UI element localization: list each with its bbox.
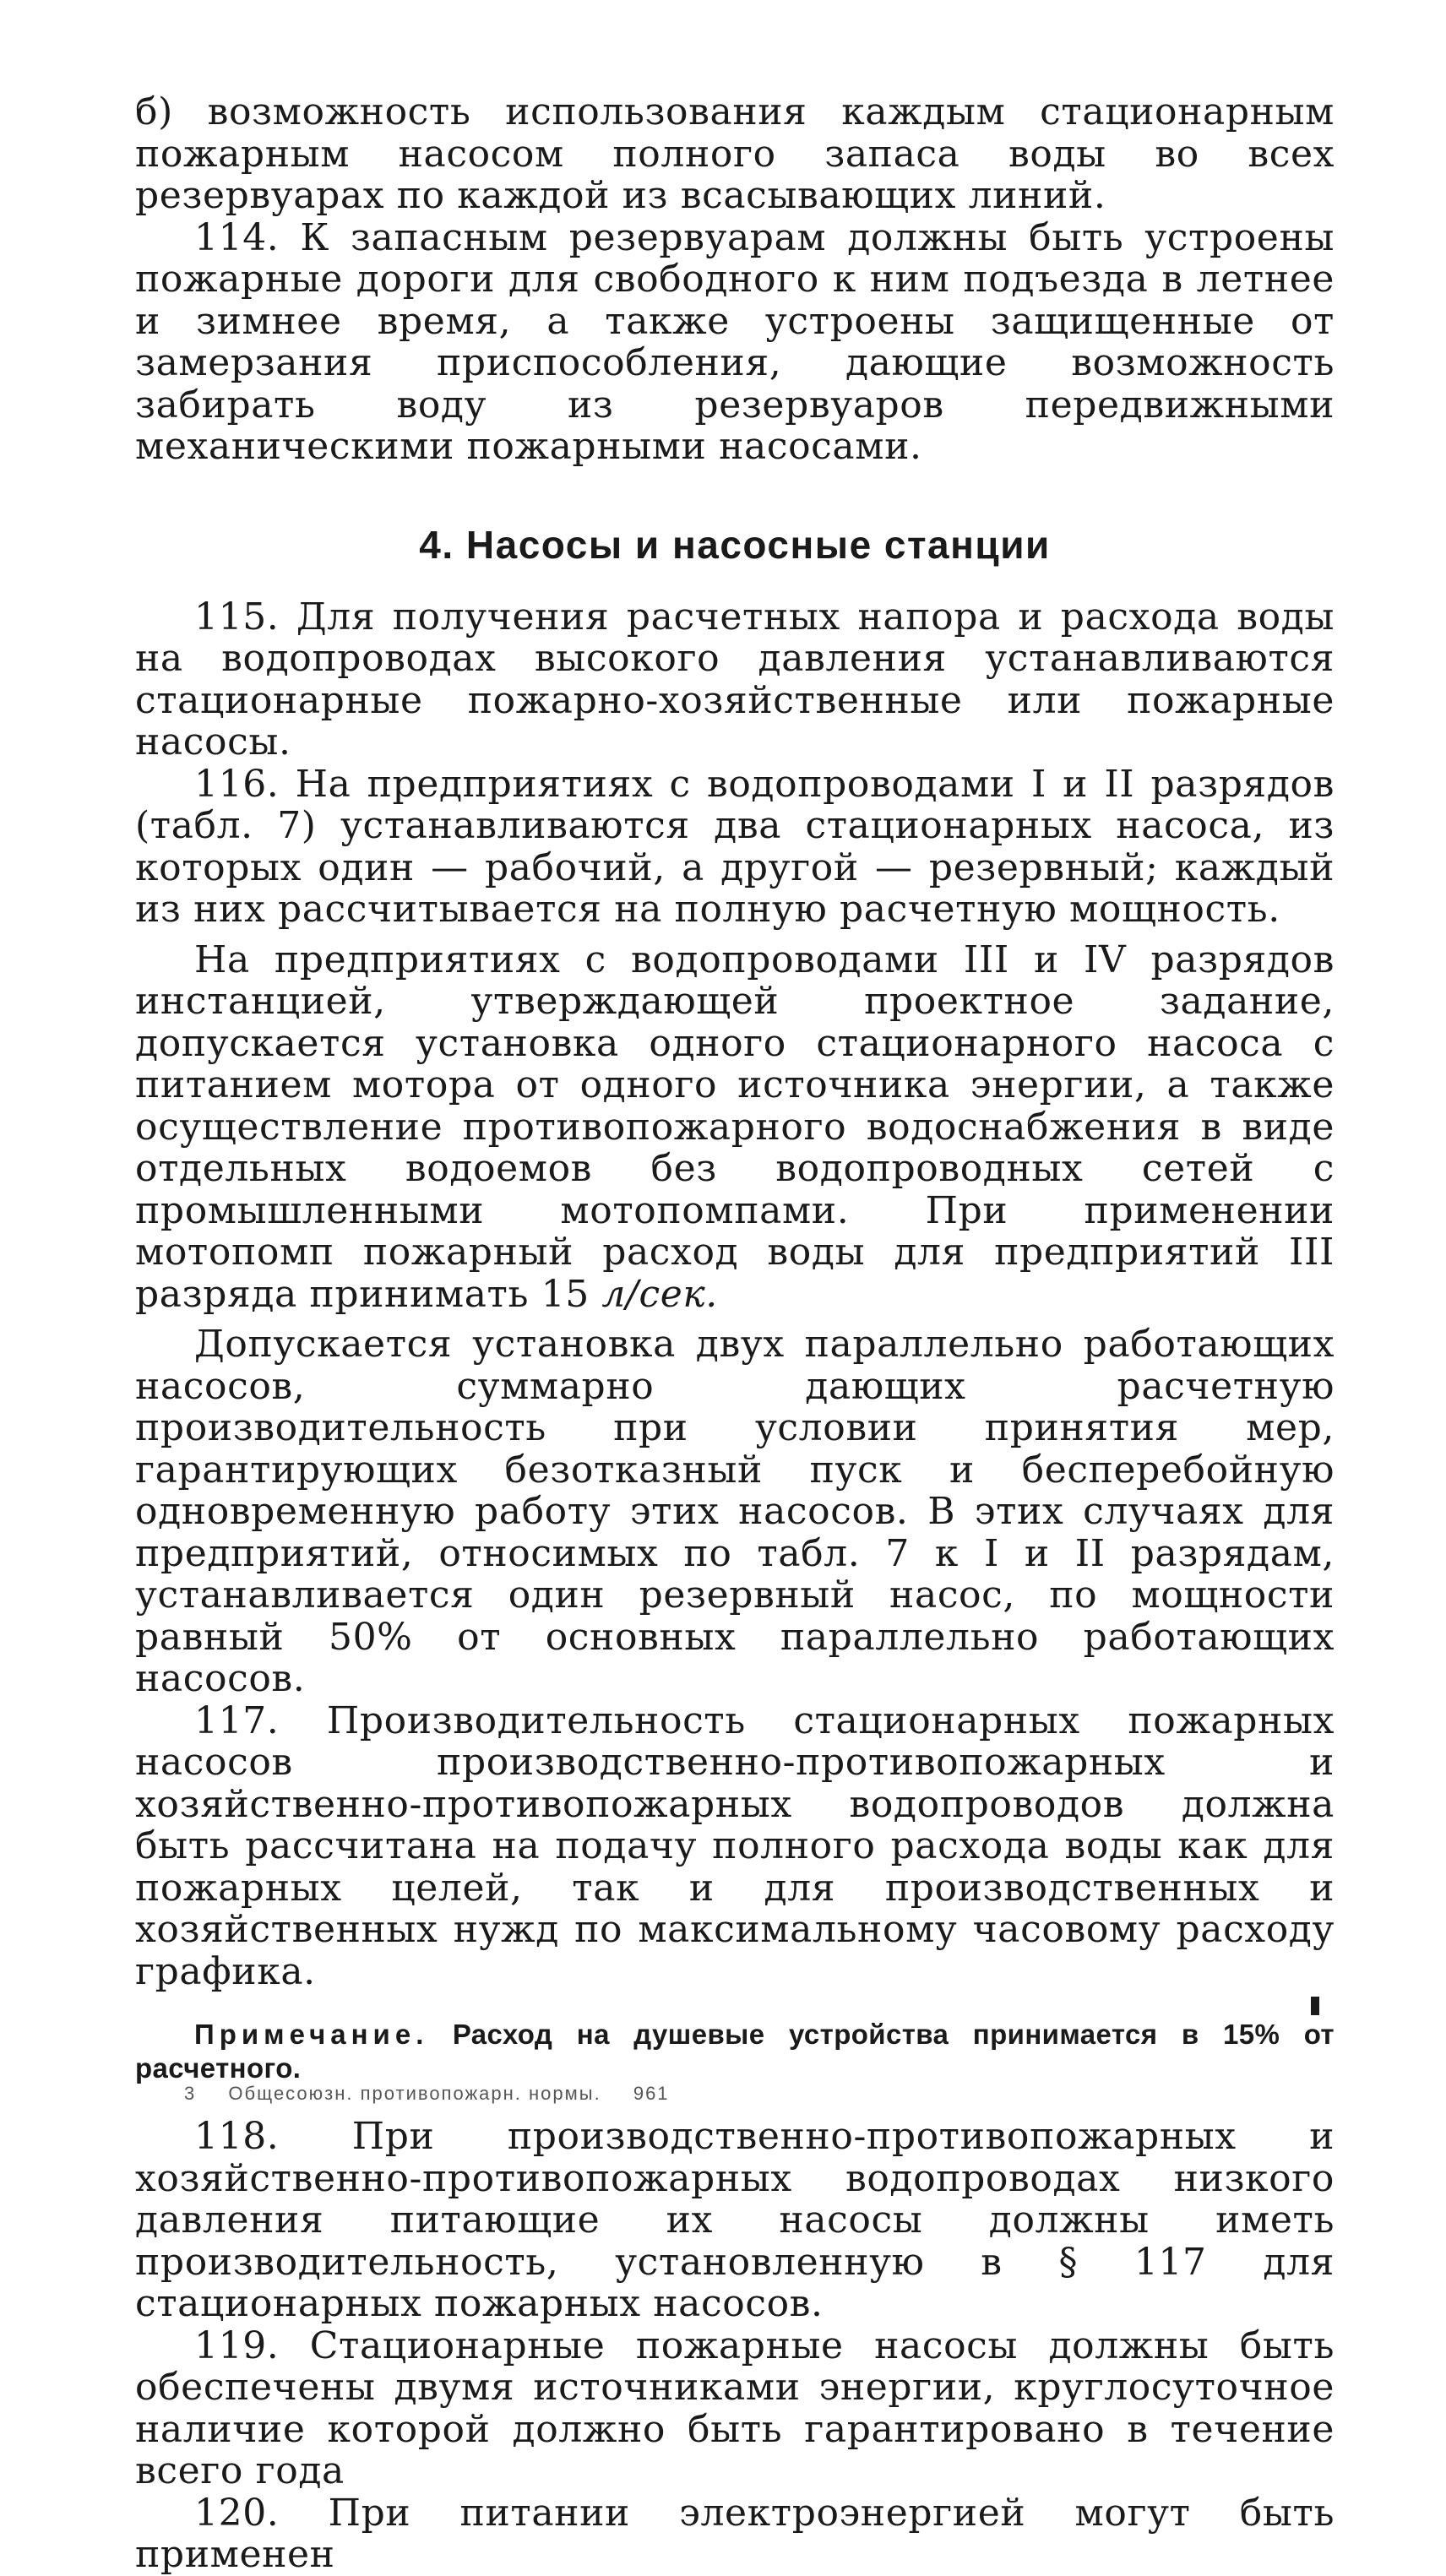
note-text: Расход на душевые устройства принимается в 15% от расчетного.	[135, 2019, 1335, 2084]
note-label: Примечание.	[194, 2019, 429, 2050]
footer-code: 961	[633, 2083, 670, 2104]
footer-title: Общесоюзн. противопожарн. нормы.	[228, 2083, 601, 2104]
paragraph-117: 117. Производительность стационарных пожарных насосов производственно-противопожарных и хозяйственно-противопожарных водопроводов должна быть рассчитана на подачу полного расхода воды как для пожарных целей, так и для производственных и хозяйственных нужд по максимальному часовому расходу графика.	[135, 1698, 1335, 1993]
print-mark	[1311, 1997, 1319, 2015]
footer-signature: 3	[184, 2083, 197, 2104]
paragraph-120: 120. При питании электроэнергией могут быть применен	[135, 2491, 1335, 2576]
document-page	[135, 91, 1335, 2576]
paragraph-119: 119. Стационарные пожарные насосы должны быть обеспечены двумя источниками энергии, круглосуточное наличие которой должно быть гарантировано в течение всего года	[135, 2323, 1335, 2492]
paragraph-114: 114. К запасным резервуарам должны быть устроены пожарные дороги для свободного к ним подъезда в летнее и зимнее время, а также устроены защищенные от замерзания приспособления, дающие возможность забирать воду из резервуаров передвижными механическими пожарными насосами.	[135, 215, 1335, 468]
section-title: 4. Насосы и насосные станции	[419, 522, 1051, 567]
unit-label: л/сек.	[601, 1272, 718, 1316]
note	[135, 2018, 1335, 2085]
paragraph-115: 115. Для получения расчетных напора и расхода воды на водопроводах высокого давления устанавливаются стационарные пожарно-хозяйственные или пожарные насосы.	[135, 595, 1335, 764]
paragraph-116-b	[135, 939, 1335, 1316]
paragraph-116-b-text: На предприятиях с водопроводами III и IV разрядов инстанцией, утверждающей проектное задание, допускается установка одного стационарного насоса с питанием мотора от одного источника энергии, а также осуществление противопожарного водоснабжения в виде отдельных водоемов без водопроводных сетей с промышленными мотопомпами. При применении мотопомп пожарный расход воды для предприятий III разряда принимать 15	[135, 937, 1335, 1316]
page-footer	[184, 2083, 695, 2105]
paragraph-118: 118. При производственно-противопожарных и хозяйственно-противопожарных водопроводах низкого давления питающие их насосы должны иметь производительность, установленную в § 117 для стационарных пожарных насосов.	[135, 2115, 1335, 2325]
paragraph-116-c: Допускается установка двух параллельно работающих насосов, суммарно дающих расчетную производительность при условии принятия мер, гарантирующих безотказный пуск и бесперебойную одновременную работу этих насосов. В этих случаях для предприятий, относимых по табл. 7 к I и II разрядам, устанавливается один резервный насос, по мощности равный 50% от основных параллельно работающих насосов.	[135, 1323, 1335, 1700]
paragraph-b: б) возможность использования каждым стационарным пожарным насосом полного запаса воды во всех резервуарах по каждой из всасывающих линий.	[135, 90, 1335, 217]
paragraph-116: 116. На предприятиях с водопроводами I и II разрядов (табл. 7) устанавливаются два стационарных насоса, из которых один — рабочий, а другой — резервный; каждый из них рассчитывается на полную расчетную мощность.	[135, 762, 1335, 931]
